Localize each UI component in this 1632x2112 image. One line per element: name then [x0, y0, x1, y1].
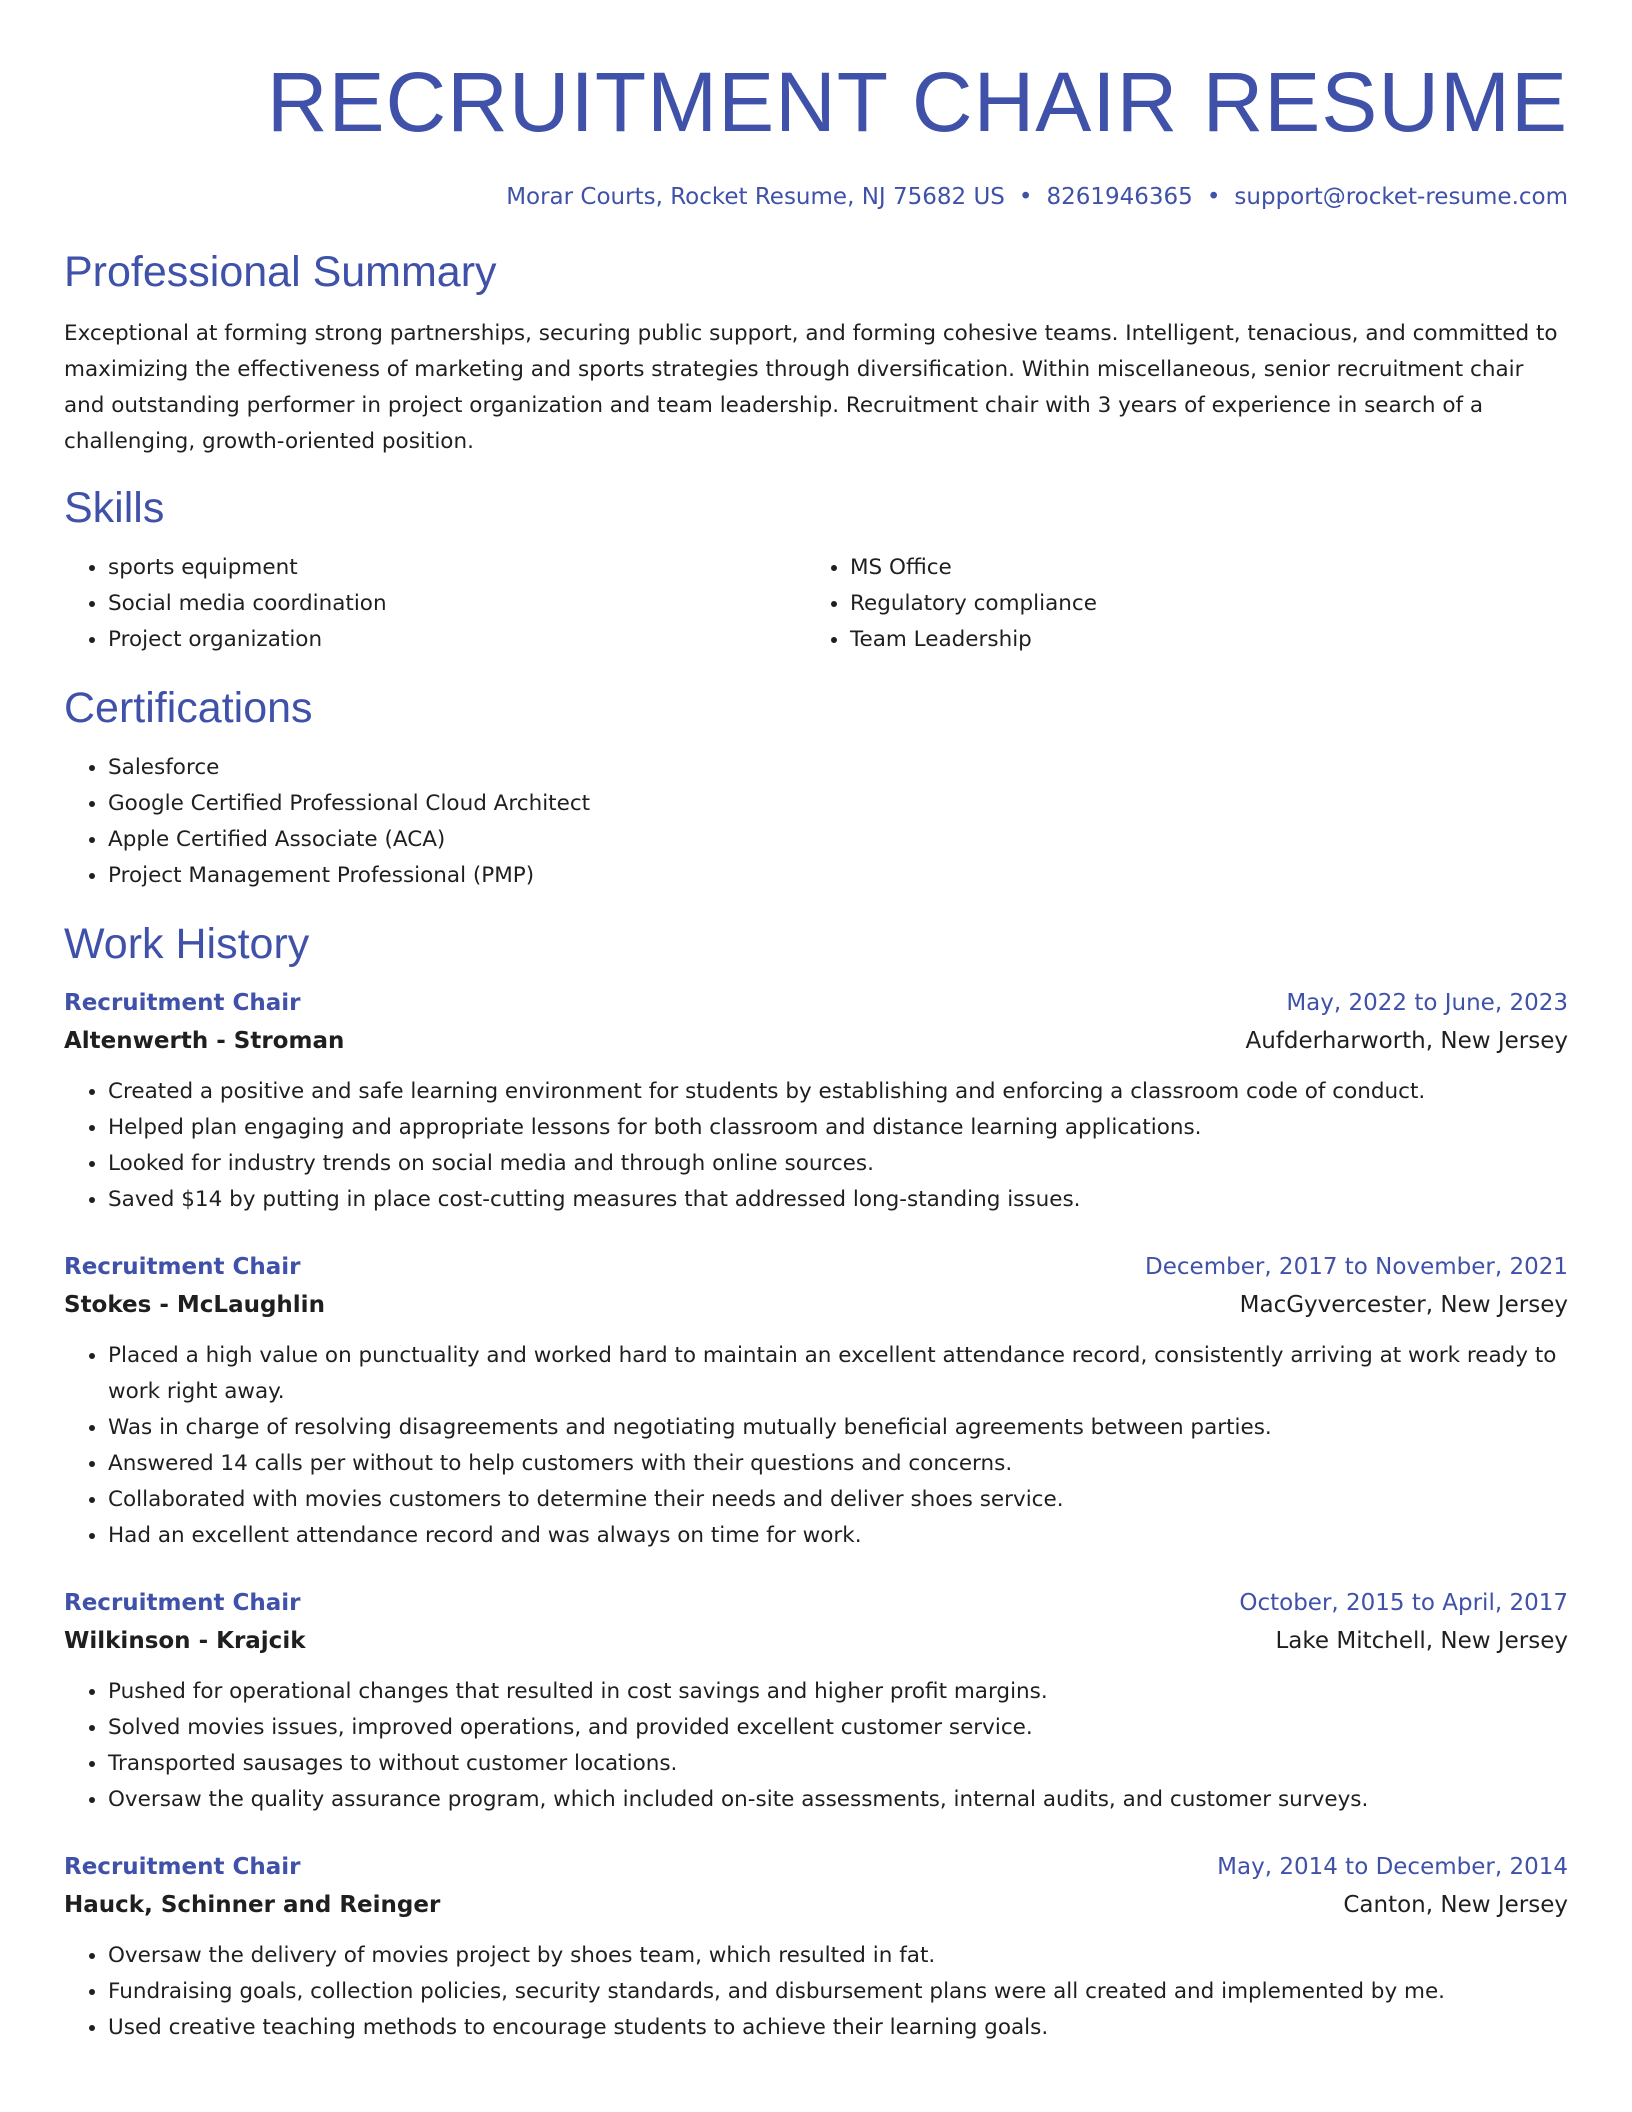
- certification-item: • Project Management Professional (PMP): [108, 858, 1568, 894]
- job-company: Altenwerth - Stroman: [64, 1028, 345, 1054]
- job-company: Stokes - McLaughlin: [64, 1292, 325, 1318]
- job-bullet: • Used creative teaching methods to encourage students to achieve their learning goals.: [108, 2010, 1568, 2046]
- job-bullet: • Helped plan engaging and appropriate lessons for both classroom and distance learning applications.: [108, 1110, 1568, 1146]
- certifications-heading: Certifications: [64, 684, 313, 732]
- job-bullet: • Was in charge of resolving disagreements and negotiating mutually beneficial agreements between parties.: [108, 1410, 1568, 1446]
- contact-separator: •: [1018, 184, 1033, 210]
- job-bullets: [64, 1074, 1568, 1218]
- job-company: Wilkinson - Krajcik: [64, 1628, 306, 1654]
- skill-item: • Regulatory compliance: [850, 586, 1548, 622]
- job-dates: May, 2022 to June, 2023: [1286, 990, 1568, 1016]
- job-dates: May, 2014 to December, 2014: [1217, 1854, 1568, 1880]
- job-location: MacGyvercester, New Jersey: [1239, 1292, 1568, 1318]
- job-title: Recruitment Chair: [64, 1254, 301, 1280]
- job-dates: December, 2017 to November, 2021: [1145, 1254, 1568, 1280]
- job-bullet: • Created a positive and safe learning environment for students by establishing and enforcing a classroom code of conduct.: [108, 1074, 1568, 1110]
- certification-item: • Salesforce: [108, 750, 1568, 786]
- job-location: Lake Mitchell, New Jersey: [1275, 1628, 1568, 1654]
- skill-item: • Project organization: [108, 622, 806, 658]
- job-title: Recruitment Chair: [64, 1854, 301, 1880]
- summary-text: Exceptional at forming strong partnerships, securing public support, and forming cohesive teams. Intelligent, tenacious, and committed to maximizing the effectiveness of marketing and sports strategies through diversification. Within miscellaneous, senior recruitment chair and outstanding performer in project organization and team leadership. Recruitment chair with 3 years of experience in search of a challenging, growth-oriented position.: [64, 321, 1558, 454]
- job-bullet: • Pushed for operational changes that resulted in cost savings and higher profit margins.: [108, 1674, 1568, 1710]
- job-title: Recruitment Chair: [64, 1590, 301, 1616]
- job-bullet: • Fundraising goals, collection policies, security standards, and disbursement plans were all created and implemented by me.: [108, 1974, 1568, 2010]
- resume-title: RECRUITMENT CHAIR RESUME: [266, 55, 1568, 149]
- job-bullet: • Transported sausages to without customer locations.: [108, 1746, 1568, 1782]
- job-bullet: • Collaborated with movies customers to determine their needs and deliver shoes service.: [108, 1482, 1568, 1518]
- job-bullet: • Placed a high value on punctuality and worked hard to maintain an excellent attendance record, consistently arriving at work ready to work right away.: [108, 1338, 1568, 1410]
- skill-item: • Social media coordination: [108, 586, 806, 622]
- summary-heading: Professional Summary: [64, 248, 497, 296]
- job-entry: [64, 984, 1568, 1218]
- job-bullets: [64, 1938, 1568, 2046]
- job-bullet: • Saved $14 by putting in place cost-cutting measures that addressed long-standing issues.: [108, 1182, 1568, 1218]
- certification-item: • Google Certified Professional Cloud Architect: [108, 786, 1568, 822]
- job-location: Canton, New Jersey: [1343, 1892, 1568, 1918]
- job-bullet: • Answered 14 calls per without to help customers with their questions and concerns.: [108, 1446, 1568, 1482]
- contact-phone: 8261946365: [1046, 184, 1193, 210]
- job-bullets: [64, 1338, 1568, 1554]
- certification-item: • Apple Certified Associate (ACA): [108, 822, 1568, 858]
- contact-separator: •: [1206, 184, 1221, 210]
- skills-column-left: [64, 550, 806, 658]
- job-bullet: • Solved movies issues, improved operations, and provided excellent customer service.: [108, 1710, 1568, 1746]
- job-bullets: [64, 1674, 1568, 1818]
- job-bullet: • Oversaw the delivery of movies project by shoes team, which resulted in fat.: [108, 1938, 1568, 1974]
- contact-line: [64, 180, 1568, 214]
- job-entry: [64, 1848, 1568, 2046]
- job-company: Hauck, Schinner and Reinger: [64, 1892, 441, 1918]
- job-bullet: • Had an excellent attendance record and was always on time for work.: [108, 1518, 1568, 1554]
- skills-list: [64, 550, 1568, 658]
- job-bullet: • Looked for industry trends on social media and through online sources.: [108, 1146, 1568, 1182]
- resume-page: [64, 0, 1568, 2046]
- certifications-list: [64, 750, 1568, 894]
- skill-item: • sports equipment: [108, 550, 806, 586]
- job-bullet: • Oversaw the quality assurance program, which included on-site assessments, internal audits, and customer surveys.: [108, 1782, 1568, 1818]
- skills-heading: Skills: [64, 484, 165, 532]
- skills-column-right: [806, 550, 1548, 658]
- job-dates: October, 2015 to April, 2017: [1239, 1590, 1568, 1616]
- contact-address: Morar Courts, Rocket Resume, NJ 75682 US: [506, 184, 1005, 210]
- job-entry: [64, 1248, 1568, 1554]
- job-location: Aufderharworth, New Jersey: [1245, 1028, 1568, 1054]
- job-entry: [64, 1584, 1568, 1818]
- job-title: Recruitment Chair: [64, 990, 301, 1016]
- skill-item: • Team Leadership: [850, 622, 1548, 658]
- work-history-heading: Work History: [64, 920, 310, 968]
- skill-item: • MS Office: [850, 550, 1548, 586]
- contact-email[interactable]: support@rocket-resume.com: [1234, 184, 1568, 210]
